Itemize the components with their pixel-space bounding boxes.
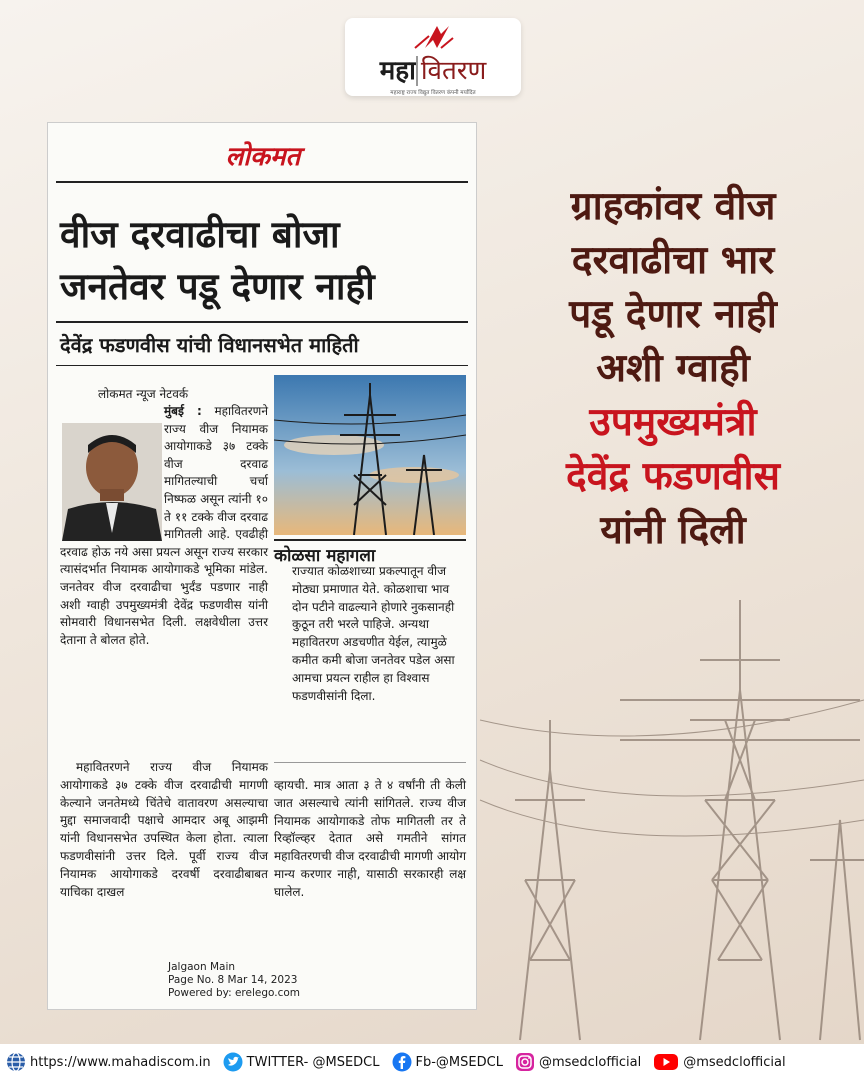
promo-line-7: यांनी दिली xyxy=(600,508,746,553)
twitter-icon xyxy=(223,1052,243,1072)
newspaper-clipping xyxy=(47,122,477,1010)
promo-line-5: उपमुख्यमंत्री xyxy=(589,400,757,445)
globe-icon xyxy=(6,1052,26,1072)
logo-name-maha: महा xyxy=(379,56,416,86)
website-link[interactable] xyxy=(6,1052,211,1072)
lightning-logo-icon xyxy=(345,22,521,52)
youtube-link[interactable] xyxy=(653,1052,785,1072)
instagram-icon xyxy=(515,1052,535,1072)
youtube-handle: @msedclofficial xyxy=(683,1054,786,1070)
twitter-handle: TWITTER- @MSEDCL xyxy=(246,1054,380,1070)
edition-label: Jalgaon Main xyxy=(168,961,236,973)
instagram-link[interactable] xyxy=(515,1052,641,1072)
clipping-meta xyxy=(168,961,300,1000)
instagram-handle: @msedclofficial xyxy=(538,1054,642,1070)
promo-line-4: अशी ग्वाही xyxy=(596,346,750,391)
masthead-rule xyxy=(56,181,468,183)
twitter-link[interactable] xyxy=(223,1052,380,1072)
youtube-icon xyxy=(653,1052,679,1072)
article-byline: लोकमत न्यूज नेटवर्क xyxy=(98,387,189,401)
sidebar-box-title: कोळसा महागला xyxy=(274,539,466,566)
article-subheadline: देवेंद्र फडणवीस यांची विधानसभेत माहिती xyxy=(60,333,359,357)
website-url: https://www.mahadiscom.in xyxy=(30,1054,211,1070)
page-date-label: Page No. 8 Mar 14, 2023 xyxy=(168,974,298,986)
power-tower-photo xyxy=(274,375,466,535)
promo-line-6: देवेंद्र फडणवीस xyxy=(566,454,780,499)
facebook-icon xyxy=(392,1052,412,1072)
promo-line-1: ग्राहकांवर वीज xyxy=(570,184,776,229)
sidebar-box-text: राज्यात कोळशाच्या प्रकल्पातून वीज मोठ्या प्रमाणात येते. कोळशाचा भाव दोन पटीने वाढल्याने होणारे नुकसानही कुठून तरी भरले पाहिजे. अन्यथा महावितरण अडचणीत येईल, त्यामुळे कमीत कमी बोजा जनतेवर पडेल असा आमचा प्रयत्न राहील हा विश्वास फडणवीसांनी दिला. xyxy=(292,564,455,703)
msedcl-logo xyxy=(345,18,521,96)
headline-line-1: वीज दरवाढीचा बोजा xyxy=(60,213,340,256)
facebook-handle: Fb-@MSEDCL xyxy=(415,1054,503,1070)
dateline: मुंबई : xyxy=(164,404,202,418)
social-footer-bar xyxy=(0,1044,864,1080)
promo-line-2: दरवाढीचा भार xyxy=(571,238,775,283)
headline-line-2: जनतेवर पडू देणार नाही xyxy=(60,265,375,308)
logo-wordmark xyxy=(345,56,521,86)
facebook-link[interactable] xyxy=(392,1052,503,1072)
headline-rule xyxy=(56,321,468,323)
article-column-3: व्हायची. मात्र आता ३ ते ४ वर्षांनी ती केली जात असल्याचे त्यांनी सांगितले. राज्य वीज नियामक आयोगाकडे तोफ मागितली तर ते रिव्हॉल्व्हर देतात असे गमतीने सांगत महावितरणची वीज दरवाढीची मागणी आयोग मान्य करणार नाही, यासाठी सरकारही लक्ष घालेल. xyxy=(274,778,466,899)
promo-line-3: पडू देणार नाही xyxy=(569,292,777,337)
powered-by-label: Powered by: erelego.com xyxy=(168,987,301,999)
promo-headline xyxy=(503,180,843,558)
article-column-2: महावितरणने राज्य वीज नियामक आयोगाकडे ३७ टक्के वीज दरवाढीची मागणी केल्याने जनतेमध्ये चिंतेचे वातावरण असल्याचा मुद्दा समाजवादी पक्षाचे आमदार अबू आझमी यांनी विधानसभेत उपस्थित केला होता. त्याला फडणवीसांनी उत्तर दिले. पूर्वी राज्य वीज नियामक आयोगाकडे दरवर्षी दरवाढीबाबत याचिका दाखल xyxy=(60,760,268,899)
logo-tagline: महाराष्ट्र राज्य विद्युत वितरण कंपनी मर्यादित xyxy=(390,90,476,96)
column-1-text: महावितरणने राज्य वीज नियामक आयोगाकडे ३७ टक्के वीज दरवाढ मागितल्याची चर्चा निष्फळ असून त्यांनी १० ते ११ टक्के वीज दरवाढ मागितली आहे. एवढीही दरवाढ होऊ नये असा प्रयत्न असून राज्य सरकार त्यासंदर्भात नियामक आयोगाकडे भूमिका मांडेल. जनतेवर वीज दरवाढीचा भुर्दंड पडणार नाही अशी ग्वाही उपमुख्यमंत्री देवेंद्र फडणवीस यांनी सोमवारी विधानसभेत दिली. लक्षवेधीला उत्तर देताना ते बोलत होते. xyxy=(60,404,268,647)
subhead-rule xyxy=(56,365,468,366)
fadnavis-photo xyxy=(62,423,162,541)
logo-name-vitaran: वितरण xyxy=(416,56,486,86)
article-headline xyxy=(60,209,466,313)
newspaper-masthead: लोकमत xyxy=(225,142,301,172)
